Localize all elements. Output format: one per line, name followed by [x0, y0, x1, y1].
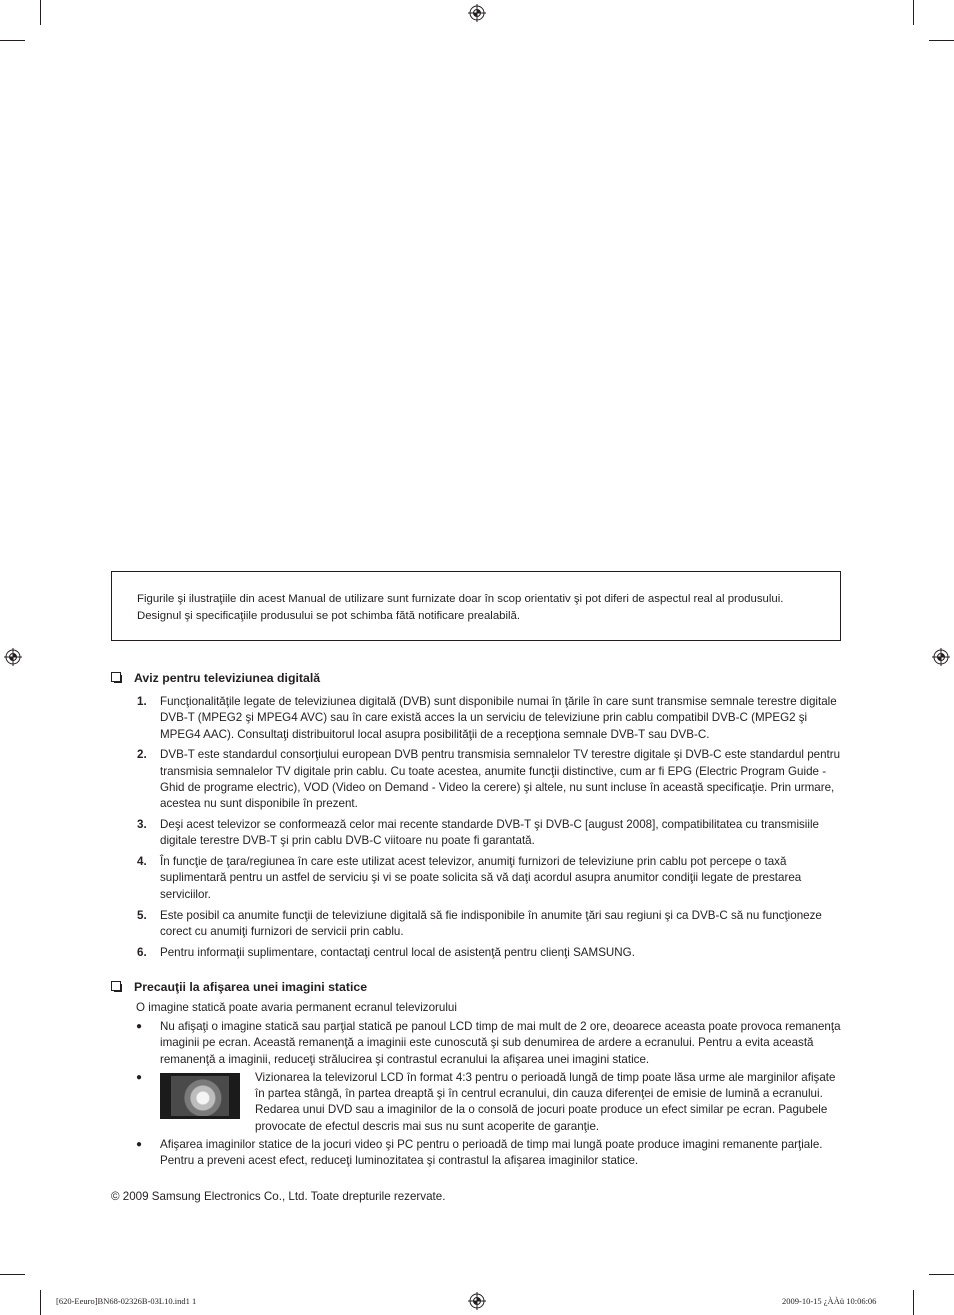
crop-mark — [0, 40, 25, 41]
tv-screen-image — [160, 1073, 240, 1119]
crop-mark — [929, 1274, 954, 1275]
bullet-icon: ● — [136, 1139, 143, 1151]
list-item: 5. Este posibil ca anumite funcţii de televiziune digitală să fie indisponibile în anumite ţări sau regiuni şi ca DVB-C să nu funcţioneze corect cu anumiţi furnizori de servicii prin cablu. — [137, 908, 822, 938]
list-item: ● Nu afişaţi o imagine statică sau parţial statică pe panoul LCD timp de mai mult de 2 ore, deoarece aceasta poate provoca remanenţa imaginii pe ecran. Această remanenţă a imaginii este cunoscută şi sub denumirea de ardere a ecranului. Pentru a evita această remanenţă a imaginii, reduceţi strălucirea şi contrastul ecranului la afişarea unei imagini statice. — [136, 1020, 841, 1066]
list-item: 1. Funcţionalităţile legate de televiziunea digitală (DVB) sunt disponibile numai în ţările în care sunt transmise semnale terestre digitale DVB-T (MPEG2 şi MPEG4 AVC) sau în care există acces la un serviciu de televiziune prin cablu compatibil DVB-C (MPEG2 şi MPEG4 AAC). Consultaţi distribuitorul local asupra posibilităţii de a recepţiona semnale DVB-T sau DVB-C. — [137, 695, 837, 741]
checkbox-square-icon — [111, 672, 121, 682]
flower-image — [171, 1076, 229, 1116]
crop-mark — [40, 0, 41, 25]
digital-notice-list — [137, 694, 842, 965]
crop-mark — [913, 1290, 914, 1315]
crop-mark — [929, 40, 954, 41]
print-slug-file: [620-Eeuro]BN68-02326B-03L10.ind1 1 — [56, 1296, 197, 1306]
print-slug-date: 2009-10-15 ¿ÀÀü 10:06:06 — [782, 1296, 877, 1306]
copyright-text: © 2009 Samsung Electronics Co., Ltd. Toate drepturile rezervate. — [111, 1190, 446, 1203]
static-warning-list — [136, 1019, 842, 1170]
section-heading-static: Precauţii la afişarea unei imagini statice — [111, 979, 367, 995]
disclaimer-line: Figurile şi ilustraţiile din acest Manual de utilizare sunt furnizate doar în scop orientativ şi pot diferi de aspectul real al produsului. — [137, 593, 784, 605]
bullet-icon: ● — [136, 1071, 143, 1083]
registration-mark-icon — [468, 4, 486, 22]
section-intro: O imagine statică poate avaria permanent ecranul televizorului — [136, 1001, 457, 1014]
list-item: ● Vizionarea la televizorul LCD în format 4:3 pentru o perioadă lungă de timp poate lăsa urme ale marginilor afişate în partea stângă, în partea dreaptă şi în centrul ecranului, din cauza diferenţei de emisie de lumină a ecranului. Redarea unui DVD sau a imaginilor de la o consolă de jocuri poate produce un efect similar pe ecran. Pagubele provocate de efectul descris mai sus nu sunt acoperite de garanţie. — [136, 1070, 836, 1133]
list-item: 6. Pentru informaţii suplimentare, contactaţi centrul local de asistenţă pentru clienţi SAMSUNG. — [137, 945, 635, 959]
crop-mark — [913, 0, 914, 25]
checkbox-square-icon — [111, 981, 121, 991]
registration-mark-icon — [932, 648, 950, 666]
disclaimer-line: Designul şi specificaţiile produsului se pot schimba fătă notificare prealabilă. — [137, 610, 521, 622]
list-item: 2. DVB-T este standardul consorţiului european DVB pentru transmisia semnalelor TV terestre digitale şi DVB-C este standardul pentru transmisia semnalelor TV digitale prin cablu. Cu toate acestea, anumite funcţii distinctive, cum ar fi EPG (Electric Program Guide - Ghid de programe electric), VOD (Video on Demand - Video la cerere) şi altele, nu sunt incluse în această specificaţie. Prin urmare, acestea nu sunt disponibile în prezent. — [137, 748, 841, 811]
registration-mark-icon — [468, 1292, 486, 1310]
disclaimer-box — [111, 571, 841, 641]
section-heading-digital: Aviz pentru televiziunea digitală — [111, 670, 320, 686]
crop-mark — [40, 1290, 41, 1315]
crop-mark — [0, 1274, 25, 1275]
list-item: 4. În funcţie de ţara/regiunea în care este utilizat acest televizor, anumiţi furnizori de televiziune prin cablu pot percepe o taxă suplimentară pentru un astfel de serviciu şi vi se poate solicita să vă daţi acordul asupra anumitor condiţii legate de prestarea serviciilor. — [137, 855, 802, 901]
registration-mark-icon — [4, 648, 22, 666]
bullet-icon: ● — [136, 1021, 143, 1032]
list-item: ● Afişarea imaginilor statice de la jocuri video şi PC pentru o perioadă de timp mai lungă poate produce imagini remanente parţiale. Pentru a preveni acest efect, reduceţi luminozitatea şi contrastul la afişarea imaginilor statice. — [136, 1138, 823, 1168]
list-item: 3. Deşi acest televizor se conformează celor mai recente standarde DVB-T şi DVB-C [august 2008], compatibilitatea cu transmisiile digitale terestre DVB-T şi prin cablu DVB-C viitoare nu poate fi garantată. — [137, 818, 819, 848]
